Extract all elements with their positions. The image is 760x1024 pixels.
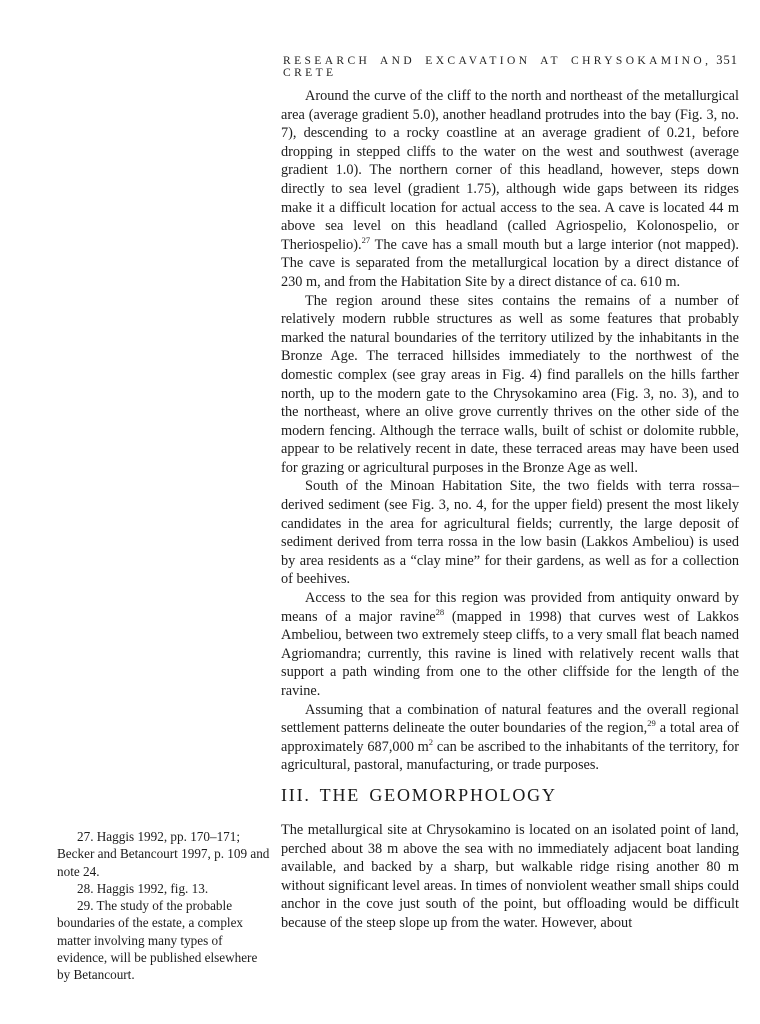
footnote-reference: 27 xyxy=(361,234,371,245)
body-paragraph: The metallurgical site at Chrysokamino is located on an isolated point of land, perched about 38 m above the sea with no immediately adjacent boat landing available, and backed by a sharp, but walkable ridge rising another 80 m without significant level areas. In times of nonviolent weather small ships could anchor in the cove just south of the point, but offloading would be difficult because of the steep slope up from the water. However, about xyxy=(281,821,739,931)
page-number: 351 xyxy=(716,53,738,67)
footnote-reference: 28 xyxy=(435,606,445,617)
footnote: 28. Haggis 1992, fig. 13. xyxy=(77,880,209,896)
footnote-reference: 2 xyxy=(428,737,434,748)
section-ii-paragraphs xyxy=(281,87,739,775)
section-iii-paragraphs xyxy=(281,821,739,933)
running-head-title: RESEARCH AND EXCAVATION AT CHRYSOKAMINO, CRETE xyxy=(283,55,712,79)
footnote: 27. Haggis 1992, pp. 170–171; Becker and Betancourt 1997, p. 109 and note 24. xyxy=(57,829,270,879)
footnote-reference: 29 xyxy=(647,718,656,729)
footnote: 29. The study of the probable boundaries of the estate, a complex matter involving many types of evidence, will be published elsewhere by Betancourt. xyxy=(57,898,258,983)
body-paragraph: Assuming that a combination of natural features and the overall regional settlement patterns delineate the outer boundaries of the region,$^{29}$ a total area of approximately 687,000 $m^2$ can be ascribed to the inhabitants of the territory, for agricultural, pastoral, manufacturing, or trade purposes. xyxy=(281,701,739,774)
body-paragraph: Access to the sea for this region was provided from antiquity onward by means of a major ravine$^{28}$ (mapped in 1998) that curves west of Lakkos Ambeliou, between two extremely steep cliffs, to a very small flat beach named Agriomandra; currently, this ravine is lined with relatively recent walls that support a path winding from one to the other cliffside for the length of the ravine. xyxy=(281,590,739,699)
body-paragraph: The region around these sites contains the remains of a number of relatively modern rubble structures as well as some features that probably marked the natural boundaries of the territory utilized by the inhabitants in the Bronze Age. The terraced hillsides immediately to the northwest of the domestic complex (see gray areas in Fig. 4) find parallels on the hills farther north, up to the modern gate to the Chrysokamino area (Fig. 3, no. 3), and to the northeast, where an olive grove currently thrives on the other side of the modern fencing. Although the terrace walls, built of schist or dolomite rubble, appear to be relatively recent in date, these terraced areas may have been used for grazing or agricultural purposes in the Bronze Age as well. xyxy=(281,292,739,476)
section-heading: III. THE GEOMORPHOLOGY xyxy=(281,784,557,805)
footnotes-column xyxy=(57,828,271,984)
body-paragraph: Around the curve of the cliff to the north and northeast of the metallurgical area (average gradient 5.0), another headland protrudes into the bay (Fig. 3, no. 7), descending to a rocky coastline at an average gradient of 0.21, before dropping in stepped cliffs to the water on the west and southwest (average gradient 1.0). The northern corner of this headland, however, steps down directly to sea level (gradient 1.75), although wide gaps between its ridges make it a difficult location for actual access to the sea. A cave is located 44 m above sea level on this headland (called Agriospelio, Kolonospelio, or Theriospelio).$^{27}$ The cave has a small mouth but a large interior (not mapped). The cave is separated from the metallurgical location by a direct distance of 230 m, and from the Habitation Site by a direct distance of ca. 610 m. xyxy=(281,88,739,290)
running-head xyxy=(283,53,738,79)
main-text-column xyxy=(281,87,739,933)
body-paragraph: South of the Minoan Habitation Site, the two fields with terra rossa–derived sediment (see Fig. 3, no. 4, for the upper field) present the most likely candidates in the area for agricultural fields; currently, the large deposit of sediment derived from terra rossa in the low basin (Lakkos Ambeliou) is used by area residents as a “clay mine” for their gardens, as well as for a collection of beehives. xyxy=(281,478,739,588)
